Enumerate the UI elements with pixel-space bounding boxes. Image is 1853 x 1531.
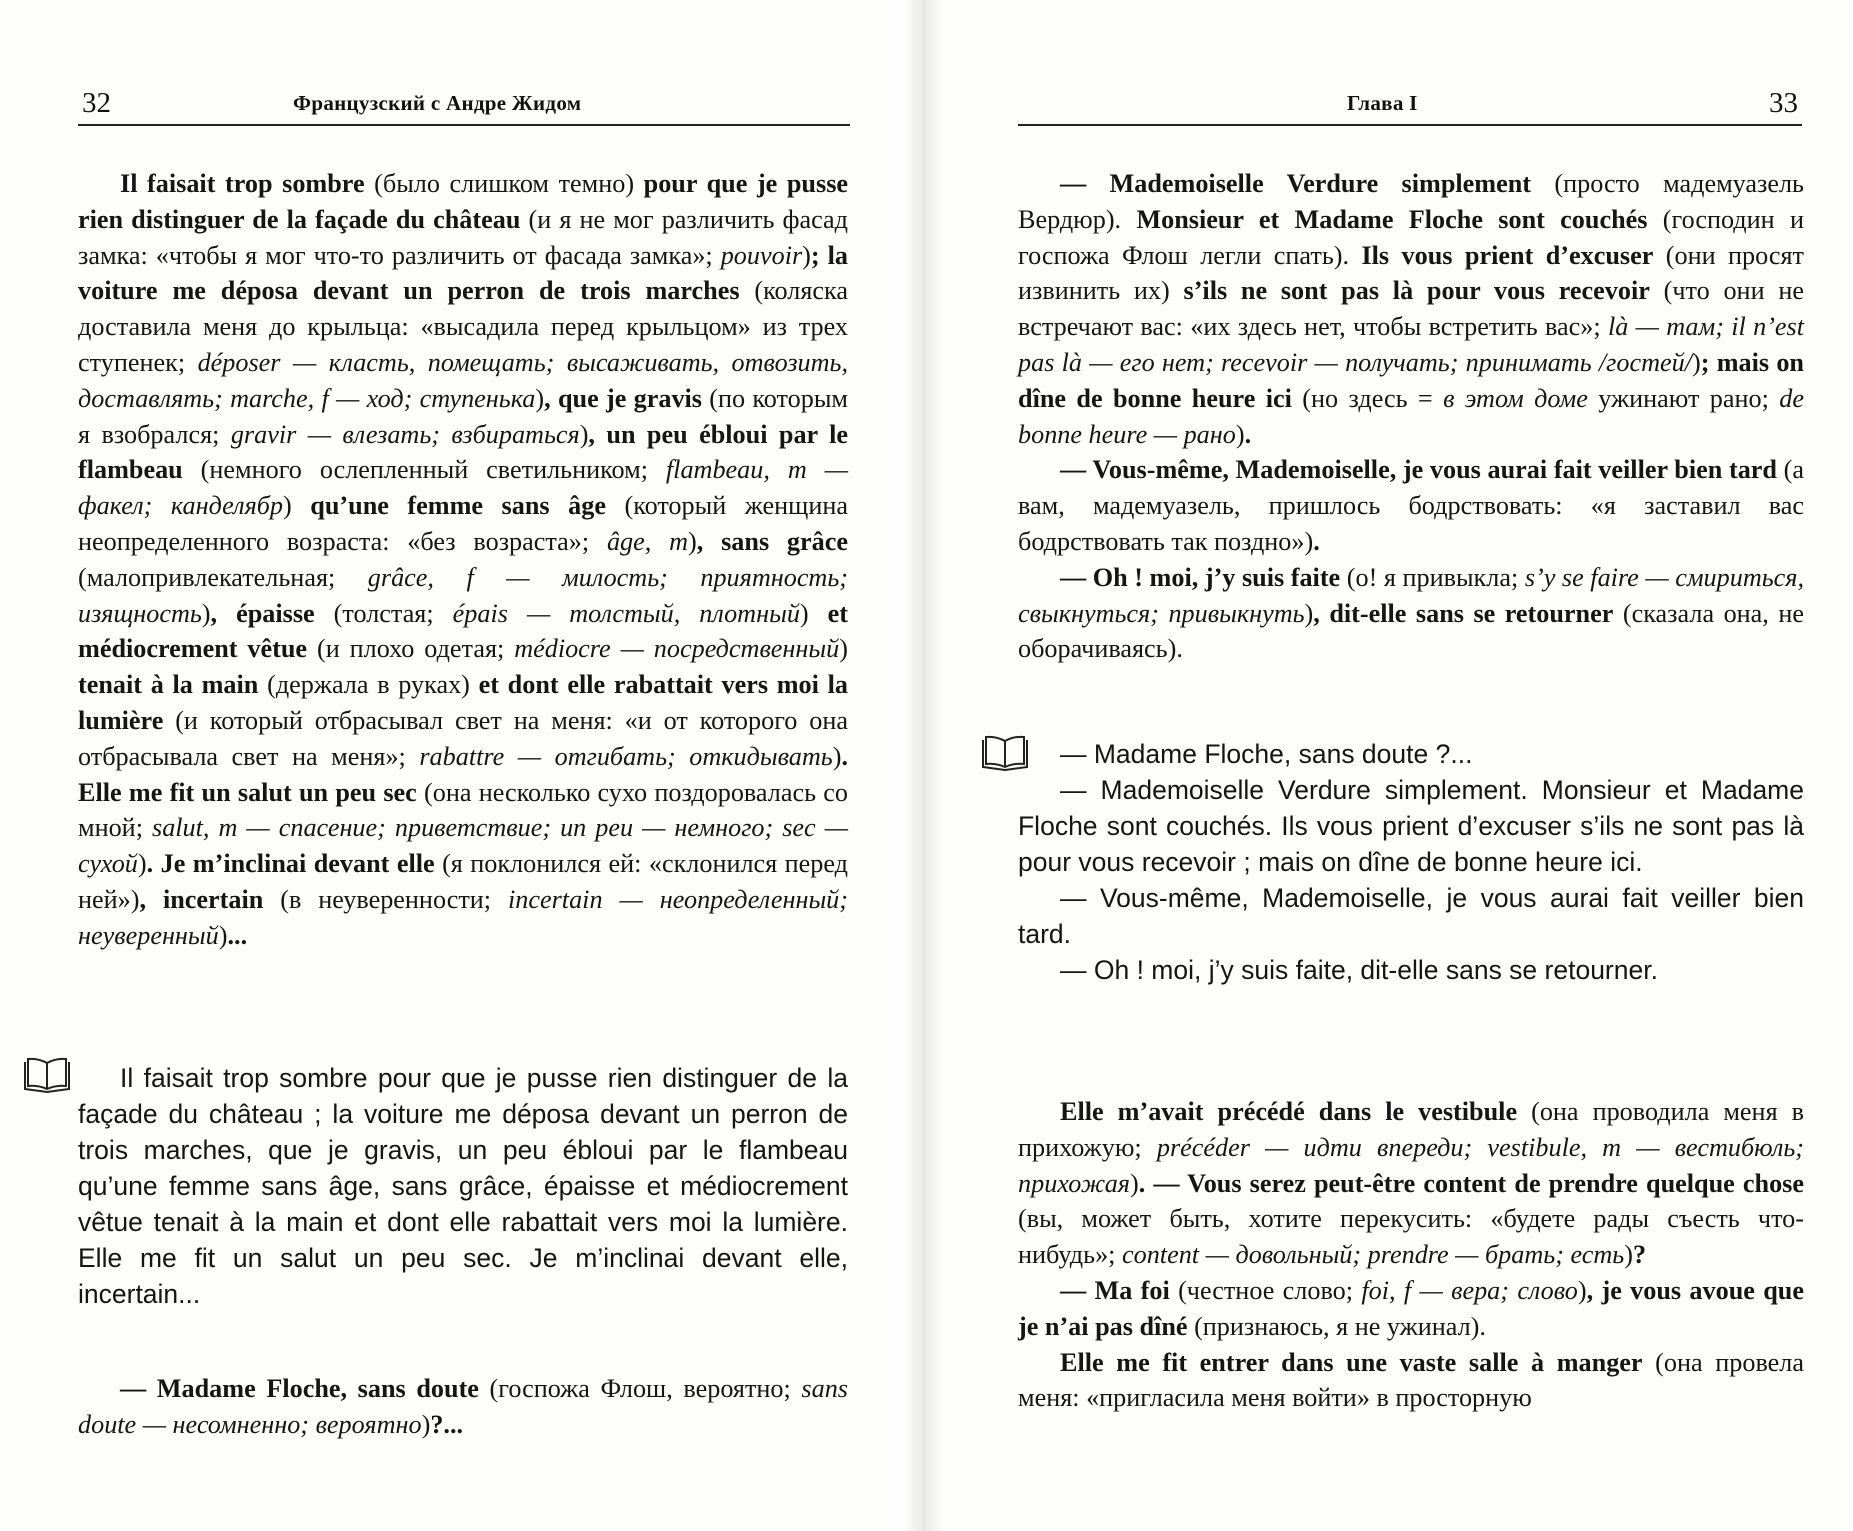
french-phrase: — Madame Floche, sans doute <box>120 1374 479 1403</box>
french-phrase: Il faisait trop sombre <box>120 169 365 198</box>
original-paragraph: — Madame Floche, sans doute ?... <box>1060 739 1473 769</box>
original-paragraph: — Oh ! moi, j’y suis faite, dit-elle sans se retourner. <box>1060 955 1658 985</box>
french-phrase: et dont elle rabattait vers moi la lumière <box>78 670 849 735</box>
vocabulary-note: content — довольный; prendre — брать; есть <box>1121 1240 1625 1270</box>
dialogue-paragraph <box>78 1371 848 1443</box>
russian-gloss: (вы, может быть, хотите перекусить: «будете рады съесть что-нибудь»; <box>1018 1204 1804 1270</box>
russian-gloss: ) <box>218 920 228 950</box>
russian-gloss: (держала в руках) <box>258 670 479 700</box>
russian-gloss: (в неуверенности; <box>263 884 508 914</box>
russian-gloss: ужинают рано; <box>1587 383 1780 413</box>
russian-gloss: (признаюсь, я не ужинал). <box>1187 1311 1486 1341</box>
french-phrase: . — Vous serez peut-être content de prendre quelque chose <box>1138 1168 1804 1198</box>
russian-gloss: ) <box>421 1409 431 1439</box>
vocabulary-note: foi, f — вера; слово <box>1361 1275 1578 1305</box>
french-phrase: . <box>1244 419 1252 449</box>
french-phrase: , je vous avoue que je n’ai pas dîné <box>1018 1275 1804 1341</box>
running-title: Французский с Андре Жидом <box>293 91 582 115</box>
french-phrase: Monsieur et Madame Floche sont couchés <box>1136 204 1648 234</box>
annotated-text <box>78 166 848 954</box>
vocabulary-note: sans doute — несомненно; вероятно <box>78 1374 848 1439</box>
running-title: Глава I <box>1347 91 1418 115</box>
russian-gloss: ) <box>137 849 147 879</box>
russian-gloss: (честное слово; <box>1169 1275 1362 1305</box>
vocabulary-note: rabattre — отгибать; откидывать <box>419 741 833 771</box>
vocabulary-note: gravir — влезать; взбираться <box>230 419 580 449</box>
annotated-paragraph <box>1018 1273 1804 1345</box>
original-paragraph: — Mademoiselle Verdure simplement. Monsieur et Madame Floche sont couchés. Ils vous prient d’excuser s’ils ne sont pas là pour vous recevoir ; mais on dîne de bonne heure ici. <box>1018 775 1804 877</box>
original-paragraph: — Vous-même, Mademoiselle, je vous aurai fait veiller bien tard. <box>1018 883 1804 949</box>
russian-gloss: ) <box>579 419 589 449</box>
russian-gloss: (что они не встречают вас: «их здесь нет, чтобы встретить вас»; <box>1018 276 1804 342</box>
russian-gloss: ) <box>535 383 545 413</box>
vocabulary-note: âge, m <box>606 526 689 556</box>
russian-gloss: ) <box>688 526 697 556</box>
russian-gloss: ) <box>802 240 811 270</box>
french-phrase: — Mademoiselle Verdure simplement <box>1060 169 1532 198</box>
french-phrase: pour que je pusse rien distinguer de la façade du château <box>78 169 849 234</box>
vocabulary-note: flambeau, m — факел; канделябр <box>78 455 848 521</box>
russian-gloss: (сказала она, не оборачиваясь). <box>1018 598 1804 664</box>
vocabulary-note: déposer — класть, помещать; высаживать, отвозить, доставлять; marche, f — ход; ступенька <box>78 347 848 413</box>
vocabulary-note: précéder — идти впереди; vestibule, m — вестибюль; прихожая <box>1018 1132 1805 1198</box>
russian-gloss: ) <box>1129 1168 1139 1198</box>
russian-gloss: (немного ослепленный светильником; <box>182 455 666 485</box>
vocabulary-note: épais — толстый, плотный <box>452 598 800 628</box>
french-phrase: ?... <box>430 1409 464 1439</box>
annotated-paragraph <box>1018 1345 1804 1417</box>
russian-gloss: (и плохо одетая; <box>307 634 515 664</box>
vocabulary-note: pouvoir <box>720 240 803 270</box>
russian-gloss: (и который отбрасывал свет на меня: «и от которого она отбрасывала свет на меня»; <box>78 705 848 771</box>
annotated-paragraph <box>1018 452 1804 559</box>
french-phrase: . Je m’inclinai devant elle <box>146 849 435 879</box>
french-phrase: , épaisse <box>210 598 315 628</box>
russian-gloss: ) <box>1304 598 1314 628</box>
right-page <box>944 0 1853 1531</box>
russian-gloss: (но здесь = <box>1291 383 1444 413</box>
french-phrase: Elle me fit entrer dans une vaste salle à manger <box>1060 1347 1643 1377</box>
page-number: 32 <box>82 87 111 119</box>
russian-gloss: (они просят извинить их) <box>1018 240 1805 306</box>
left-page-header <box>78 84 850 126</box>
russian-gloss: (о! я привыкла; <box>1340 562 1525 592</box>
french-phrase: et médiocrement vêtue <box>78 598 849 664</box>
french-phrase: ; mais on dîne de bonne heure ici <box>1018 347 1804 413</box>
annotated-paragraph <box>1018 560 1804 667</box>
vocabulary-note: s’y se faire — смириться, свыкнуться; привыкнуть <box>1018 562 1804 628</box>
french-phrase: , que je gravis <box>544 383 703 413</box>
french-phrase: ; la voiture me déposa devant un perron de trois marches <box>78 240 848 306</box>
french-phrase: ... <box>227 920 248 950</box>
vocabulary-note: là — там; il n’est pas là — его нет; recevoir — получать; принимать /гостей/ <box>1018 312 1804 377</box>
annotated-text <box>1018 166 1804 667</box>
russian-gloss: (она проводила меня в прихожую; <box>1018 1097 1805 1162</box>
french-phrase: , un peu ébloui par le flambeau <box>78 419 848 485</box>
original-text <box>1018 736 1804 988</box>
french-phrase: Elle m’avait précédé dans le vestibule <box>1060 1097 1518 1126</box>
annotated-text-continued <box>1018 1094 1804 1416</box>
french-phrase: . Elle me fit un salut un peu sec <box>78 741 848 807</box>
annotated-paragraph <box>1018 1094 1804 1273</box>
russian-gloss: (я поклонился ей: «склонился перед ней») <box>78 849 848 914</box>
russian-gloss: ) <box>1624 1240 1633 1270</box>
french-phrase: . <box>1313 526 1320 556</box>
vocabulary-note: в этом доме <box>1443 383 1588 413</box>
french-phrase: s’ils ne sont pas là pour vous recevoir <box>1183 276 1650 306</box>
french-phrase: — Vous-même, Mademoiselle, je vous aurai fait veiller bien tard <box>1060 455 1777 485</box>
russian-gloss: ) <box>201 598 211 628</box>
russian-gloss: (госпожа Флош, вероятно; <box>478 1374 802 1403</box>
russian-gloss: (а вам, мадемуазель, пришлось бодрствовать: «я заставил вас бодрствовать так поздно») <box>1018 455 1804 556</box>
russian-gloss: ) <box>283 491 311 521</box>
french-phrase: qu’une femme sans âge <box>310 491 606 521</box>
vocabulary-note: de bonne heure — рано <box>1018 383 1804 449</box>
french-phrase: ? <box>1632 1240 1647 1270</box>
dialogue-text <box>78 1371 848 1443</box>
right-page-header <box>1018 84 1802 126</box>
french-phrase: , sans grâce <box>696 526 848 556</box>
original-paragraph: Il faisait trop sombre pour que je pusse rien distinguer de la façade du château ; la voiture me déposa devant un perron de trois marches, que je gravis, un peu ébloui par le flambeau qu’une femme sans âge, sans grâce, épaisse et médiocrement vêtue tenait à la main et dont elle rabattait vers moi la lumière. Elle me fit un salut un peu sec. Je m’inclinai devant elle, incertain... <box>78 1063 848 1309</box>
russian-gloss: ) <box>799 598 828 628</box>
russian-gloss: (который женщина неопределенного возраста: «без возраста»; <box>78 491 848 556</box>
vocabulary-note: grâce, f — милость; приятность; изящность <box>78 562 848 628</box>
russian-gloss: (она несколько сухо поздоровалась со мной; <box>78 777 849 843</box>
annotated-paragraph <box>78 166 848 954</box>
russian-gloss: (малопривлекательная; <box>78 562 368 592</box>
open-book-icon <box>22 1056 72 1094</box>
annotated-paragraph <box>1018 166 1804 452</box>
russian-gloss: (толстая; <box>314 598 453 628</box>
french-phrase: — Oh ! moi, j’y suis faite <box>1060 562 1341 592</box>
russian-gloss: (просто мадемуазель Вердюр). <box>1018 169 1804 234</box>
russian-gloss: (было слишком темно) <box>364 169 644 198</box>
russian-gloss: (коляска доставила меня до крыльца: «высадила перед крыльцом» из трех ступенек; <box>78 276 848 377</box>
page-number: 33 <box>1769 87 1798 119</box>
russian-gloss: ) <box>1235 419 1245 449</box>
french-phrase: tenait à la main <box>78 670 259 700</box>
french-phrase: , dit-elle sans se retourner <box>1313 598 1614 628</box>
russian-gloss: (по которым я взобрался; <box>78 383 849 449</box>
original-text <box>78 1060 848 1312</box>
russian-gloss: (господин и госпожа Флош легли спать). <box>1018 204 1804 270</box>
russian-gloss: ) <box>1692 347 1701 377</box>
vocabulary-note: salut, m — спасение; приветствие; un peu — немного; sec — сухой <box>78 813 848 879</box>
book-gutter <box>904 0 944 1531</box>
russian-gloss: (и я не мог различить фасад замка: «чтобы я мог что-то различить от фасада замка»; <box>78 204 848 270</box>
left-page <box>0 0 904 1531</box>
russian-gloss: ) <box>839 634 848 664</box>
vocabulary-note: médiocre — посредственный <box>514 634 840 664</box>
russian-gloss: (она провела меня: «пригласила меня войти» в просторную <box>1018 1347 1804 1413</box>
french-phrase: , incertain <box>139 884 264 914</box>
russian-gloss: ) <box>1577 1275 1587 1305</box>
french-phrase: — Ma foi <box>1060 1275 1170 1305</box>
vocabulary-note: incertain — неопределенный; неуверенный <box>78 884 848 950</box>
french-phrase: Ils vous prient d’excuser <box>1361 240 1654 270</box>
russian-gloss: ) <box>832 741 842 771</box>
